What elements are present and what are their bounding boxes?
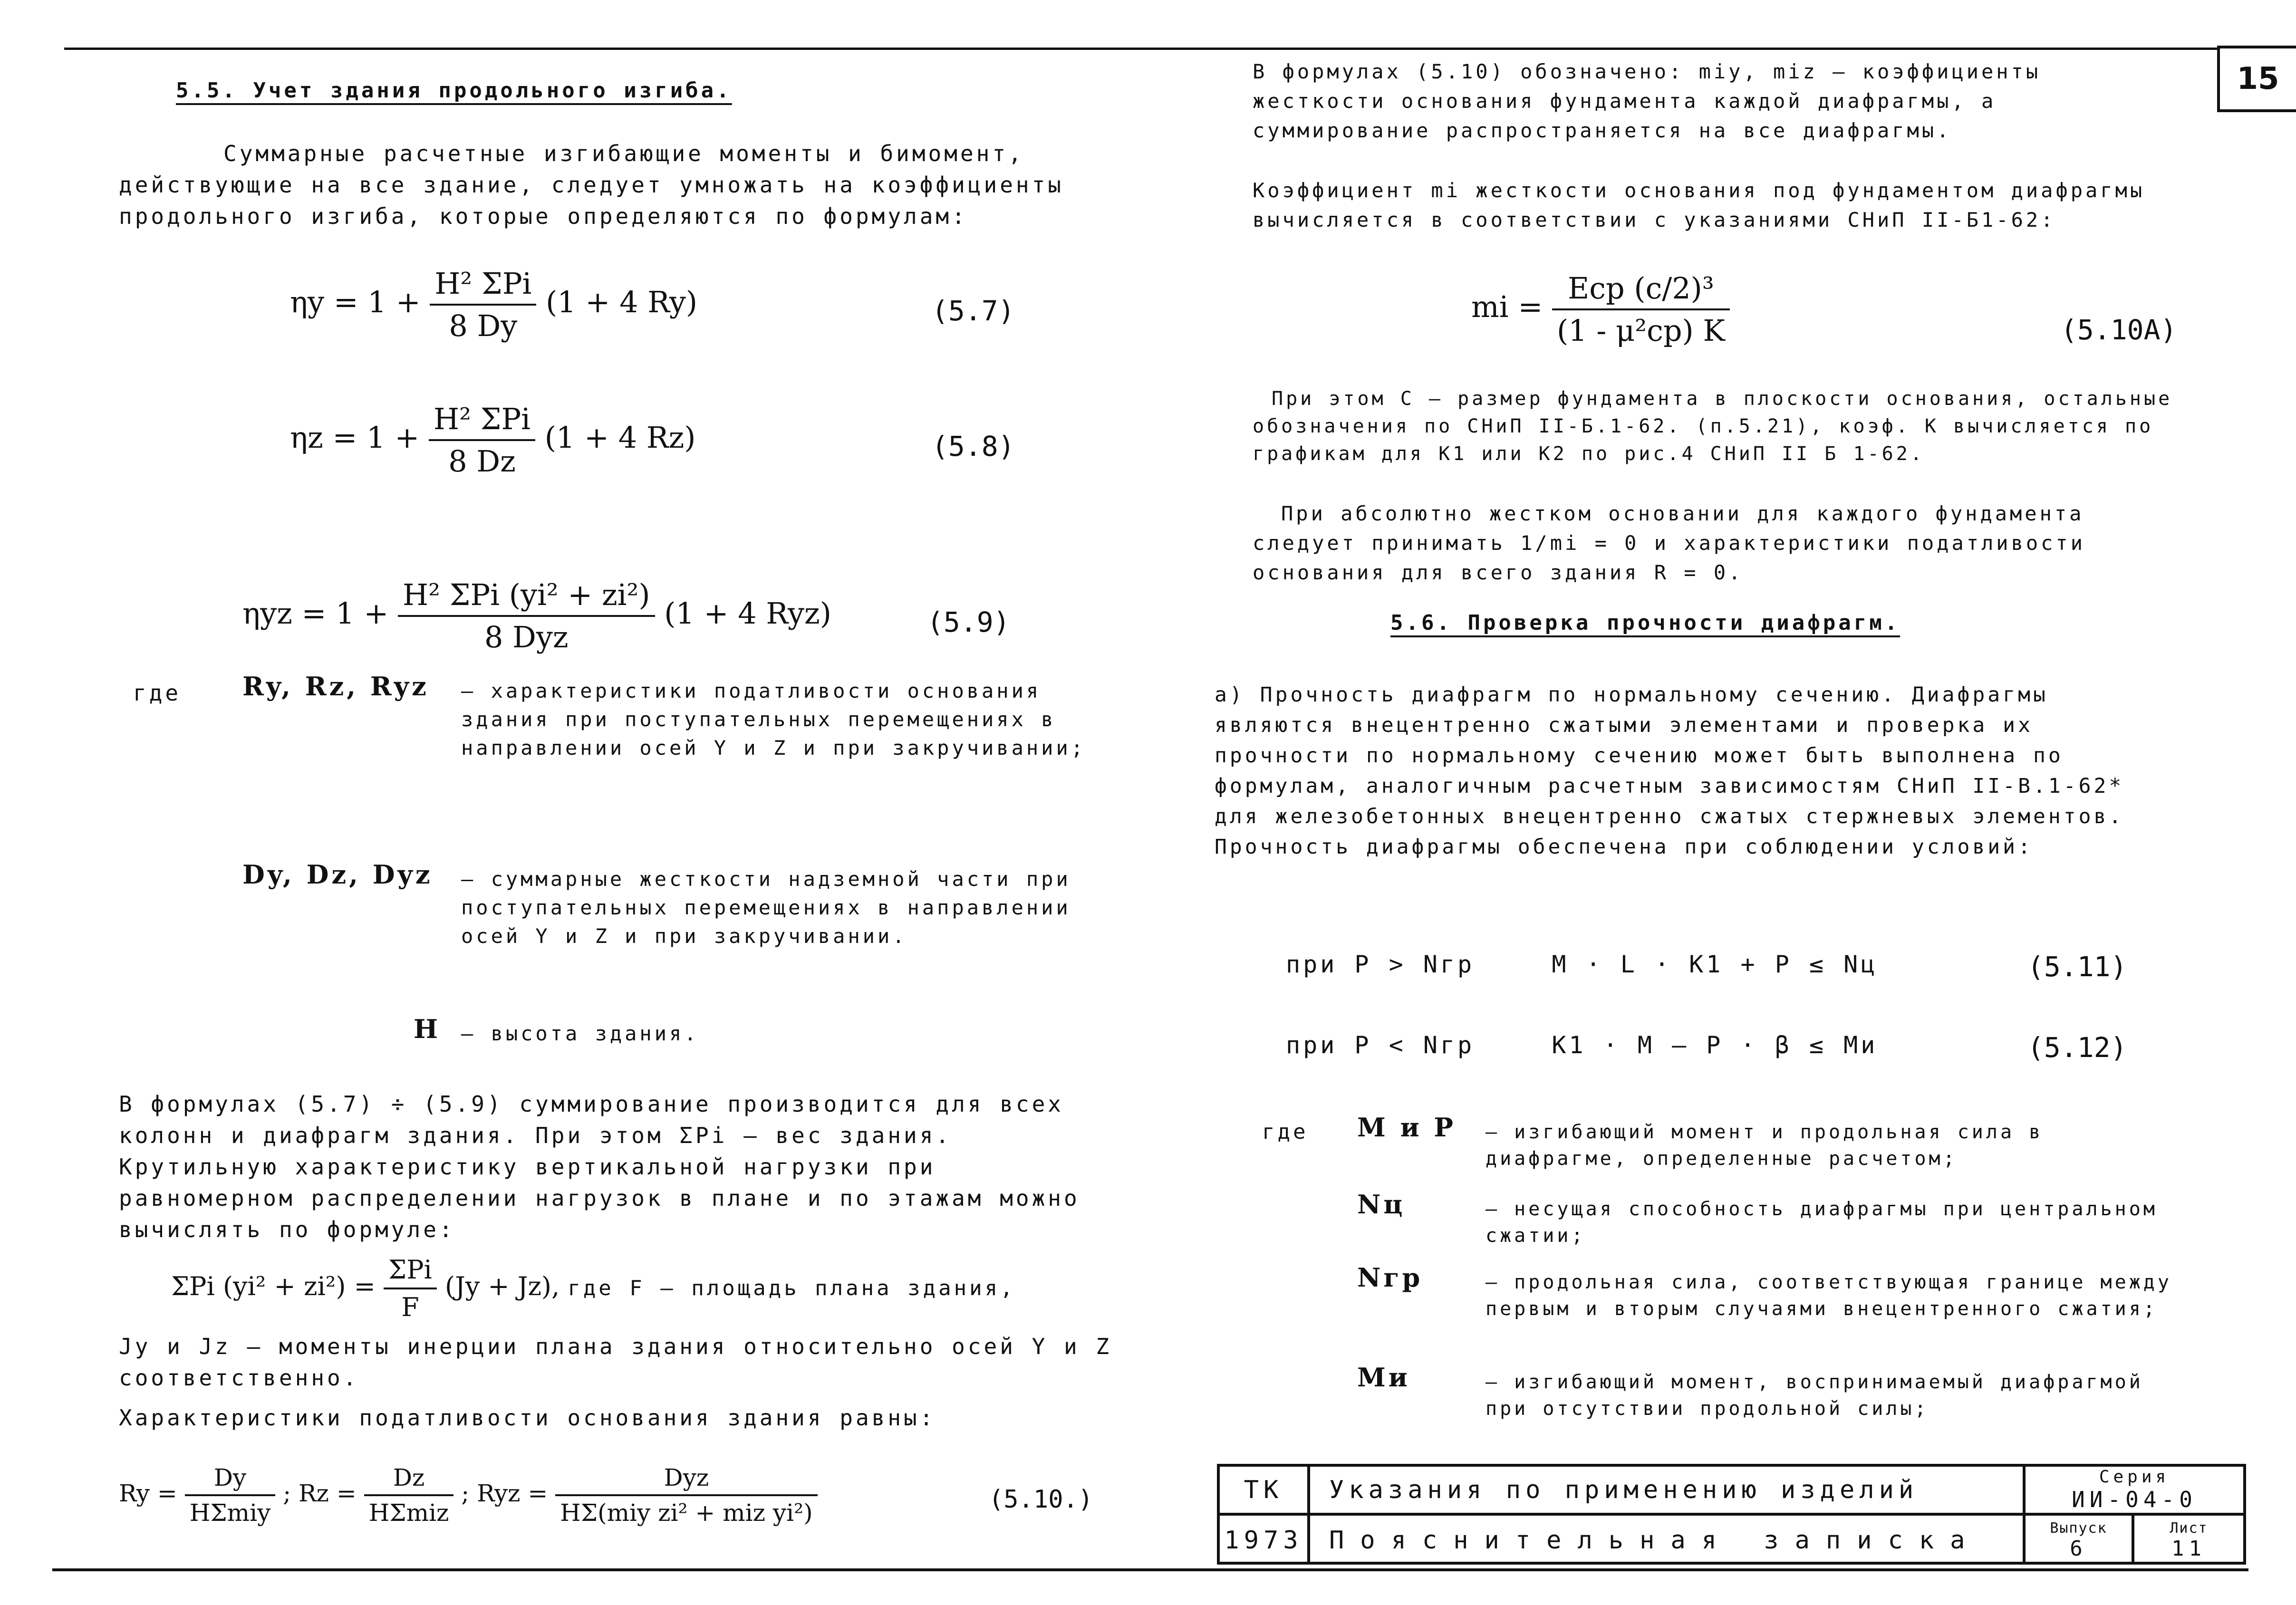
eq-5-10-b-denominator: HΣmiz: [368, 1499, 449, 1527]
eq-5-9-denominator: 8 Dyz: [484, 620, 569, 654]
intro-paragraph: Суммарные расчетные изгибающие моменты и бимомент, действующие на все здание, следует умножать на коэффициенты продольного изгиба, которые определяются по формулам:: [119, 141, 1064, 229]
tb-code: ТК: [1220, 1467, 1310, 1516]
tb-title-1: Указания по применению изделий: [1310, 1467, 2026, 1516]
eq-5-10-a-fraction: [185, 1464, 276, 1527]
where-label-left: где: [133, 680, 182, 706]
equation-5-12: [1286, 1031, 1878, 1059]
eq-torsion-rhs: (Jy + Jz),: [445, 1271, 560, 1301]
eq-5-8-lhs: ηz = 1 +: [290, 420, 420, 455]
left-definitions: [119, 670, 1141, 1065]
tb-sheet: [2134, 1516, 2243, 1565]
tb-issue-value: 6: [2070, 1536, 2087, 1561]
eq-5-8-fraction: [429, 402, 535, 479]
eq-5-10-b-fraction: [364, 1464, 454, 1527]
eq-5-9-numerator: H² ΣPi (yi² + zi²): [398, 577, 655, 617]
eq-5-10-a-denominator: HΣmiy: [189, 1499, 271, 1527]
eq-torsion-denominator: F: [401, 1292, 419, 1322]
inertia-paragraph: Jy и Jz – моменты инерции плана здания относительно осей Y и Z соответственно.: [119, 1334, 1112, 1391]
normal-section-paragraph: а) Прочность диафрагм по нормальному сечению. Диафрагмы являются внецентренно сжатыми элементами и проверка их прочности по нормальному сечению может быть выполнена по формулам, аналогичным расчетным зависимостям СНиП II-В.1-62* для железобетонных внецентренно сжатых стержневых элементов. Прочность диафрагмы обеспечена при соблюдении условий:: [1215, 683, 2124, 859]
eq-5-9-fraction: [398, 577, 655, 654]
equation-5-7: [290, 266, 697, 343]
equation-number-5-12: (5.12): [2027, 1031, 2127, 1064]
compliance-paragraph: Характеристики податливости основания здания равны:: [119, 1405, 936, 1431]
equation-5-11: [1286, 951, 1878, 978]
eq-torsion-numerator: ΣPi: [384, 1255, 437, 1289]
eq-torsion-lhs: ΣPi (yi² + zi²) =: [171, 1271, 376, 1301]
def-text-M-P: – изгибающий момент и продольная сила в диафрагме, определенные расчетом;: [1486, 1121, 2044, 1170]
eq-5-9-lhs: ηyz = 1 +: [242, 596, 389, 631]
equation-5-10A: [1471, 271, 1730, 348]
eq-5-11-condition: при P > Nгр: [1286, 951, 1475, 978]
eq-5-10-a-numerator: Dy: [185, 1464, 276, 1496]
tb-year: 1973: [1220, 1516, 1310, 1565]
def-text-Nc: – несущая способность диафрагмы при центральном сжатии;: [1486, 1198, 2158, 1247]
eq-5-10-c-denominator: HΣ(miy zi² + miz yi²): [560, 1499, 813, 1527]
def-symbol-Mi: Mи: [1357, 1362, 1410, 1393]
tb-series: [2026, 1467, 2243, 1516]
section-heading-5-6: 5.6. Проверка прочности диафрагм.: [1390, 611, 1900, 635]
equation-number-5-10: (5.10.): [989, 1485, 1093, 1514]
page-number: 15: [2217, 46, 2296, 112]
eq-5-7-fraction: [430, 266, 536, 343]
summation-paragraph: В формулах (5.7) ÷ (5.9) суммирование производится для всех колонн и диафрагм здания. При этом ΣPi – вес здания. Крутильную характеристику вертикальной нагрузки при равномерном распределении нагрузок в плане и по этажам можно вычислять по формуле:: [119, 1091, 1080, 1242]
right-definitions: [1262, 1107, 2189, 1450]
eq-5-12-expression: K1 · M – P · β ≤ Mи: [1552, 1031, 1878, 1059]
eq-5-9-rhs: (1 + 4 Ryz): [664, 596, 831, 631]
eq-5-10A-lhs: mi =: [1471, 289, 1543, 325]
equation-number-5-11: (5.11): [2027, 951, 2127, 983]
left-column: [119, 0, 1165, 1568]
eq-5-10-a-lhs: Ry =: [119, 1480, 177, 1507]
equation-5-9: [242, 577, 831, 654]
tb-series-label: Серия: [2099, 1467, 2170, 1487]
eq-5-7-lhs: ηy = 1 +: [290, 285, 421, 320]
eq-5-10-b-numerator: Dz: [364, 1464, 454, 1496]
def-symbols-D: Dy, Dz, Dyz: [242, 859, 433, 890]
equation-number-5-10A: (5.10A): [2061, 314, 2177, 346]
right-column: [1215, 0, 2213, 1464]
def-text-H: – высота здания.: [461, 1022, 699, 1045]
equation-5-8: [290, 402, 695, 479]
eq-5-10-c-numerator: Dyz: [555, 1464, 818, 1496]
eq-5-10-sep-1: ;: [283, 1480, 291, 1507]
section-heading-5-5: 5.5. Учет здания продольного изгиба.: [176, 78, 732, 103]
eq-5-7-rhs: (1 + 4 Ry): [546, 285, 698, 320]
def-symbol-Ngr: Nгр: [1357, 1262, 1423, 1293]
eq-5-10-c-fraction: [555, 1464, 818, 1527]
def-text-Ngr: – продольная сила, соответствующая границе между первым и вторым случаями внецентренного сжатия;: [1486, 1271, 2172, 1320]
tb-title-2: Пояснительная записка: [1310, 1516, 2026, 1565]
eq-torsion-tail: где F – площадь плана здания,: [568, 1276, 1016, 1300]
equation-5-10: [119, 1464, 818, 1527]
tb-sheet-label: Лист: [2170, 1519, 2208, 1537]
bottom-rule: [52, 1568, 2248, 1571]
equation-number-5-9: (5.9): [927, 606, 1010, 638]
tb-issue: [2026, 1516, 2134, 1565]
tb-series-value: ИИ-04-0: [2072, 1487, 2197, 1512]
eq-torsion-fraction: [384, 1255, 437, 1322]
def-text-R: – характеристики податливости основания здания при поступательных перемещениях в направлении осей Y и Z и при закручивании;: [461, 679, 1086, 759]
notation-paragraph: В формулах (5.10) обозначено: miy, miz – коэффициенты жесткости основания фундамента каждой диафрагмы, а суммирование распространяется на все диафрагмы.: [1253, 60, 2041, 142]
eq-5-10-c-lhs: Ryz =: [477, 1480, 548, 1507]
def-symbols-M-P: M и P: [1357, 1112, 1457, 1143]
eq-5-7-denominator: 8 Dy: [449, 308, 518, 343]
title-block: [1217, 1464, 2246, 1565]
eq-5-10A-denominator: (1 - μ²ср) K: [1557, 313, 1725, 348]
equation-number-5-7: (5.7): [932, 295, 1015, 327]
equation-number-5-8: (5.8): [932, 430, 1015, 462]
def-text-D: – суммарные жесткости надземной части при поступательных перемещениях в направлении осей Y и Z и при закручивании.: [461, 867, 1071, 948]
stiffness-paragraph: Коэффициент mi жесткости основания под фундаментом диафрагмы вычисляется в соответствии с указаниями СНиП II-Б1-62:: [1253, 179, 2145, 231]
def-symbol-Nc: Nц: [1357, 1189, 1406, 1220]
def-text-Mi: – изгибающий момент, воспринимаемый диафрагмой при отсутствии продольной силы;: [1486, 1371, 2143, 1420]
eq-5-8-rhs: (1 + 4 Rz): [544, 420, 696, 455]
tb-sheet-value: 11: [2171, 1536, 2206, 1561]
def-symbol-H: H: [414, 1014, 441, 1044]
rigid-base-paragraph: При абсолютно жестком основании для каждого фундамента следует принимать 1/mi = 0 и характеристики податливости основания для всего здания R = 0.: [1253, 502, 2086, 584]
eq-5-12-condition: при P < Nгр: [1286, 1031, 1475, 1059]
foundation-size-paragraph: При этом C – размер фундамента в плоскости основания, остальные обозначения по СНиП II-Б.1-62. (п.5.21), коэф. K вычисляется по графикам для K1 или K2 по рис.4 СНиП II Б 1-62.: [1253, 388, 2173, 465]
equation-torsion: [171, 1255, 1016, 1322]
eq-5-10A-numerator: Eср (c/2)³: [1552, 271, 1730, 310]
def-symbols-R: Ry, Rz, Ryz: [242, 671, 429, 702]
eq-5-8-denominator: 8 Dz: [448, 444, 516, 479]
where-label-right: где: [1262, 1120, 1309, 1144]
eq-5-10A-fraction: [1552, 271, 1730, 348]
eq-5-7-numerator: H² ΣPi: [430, 266, 536, 306]
eq-5-10-b-lhs: Rz =: [299, 1480, 357, 1507]
tb-issue-label: Выпуск: [2050, 1519, 2107, 1537]
eq-5-10-sep-2: ;: [461, 1480, 470, 1507]
eq-5-8-numerator: H² ΣPi: [429, 402, 535, 441]
eq-5-11-expression: M · L · K1 + P ≤ Nц: [1552, 951, 1878, 978]
